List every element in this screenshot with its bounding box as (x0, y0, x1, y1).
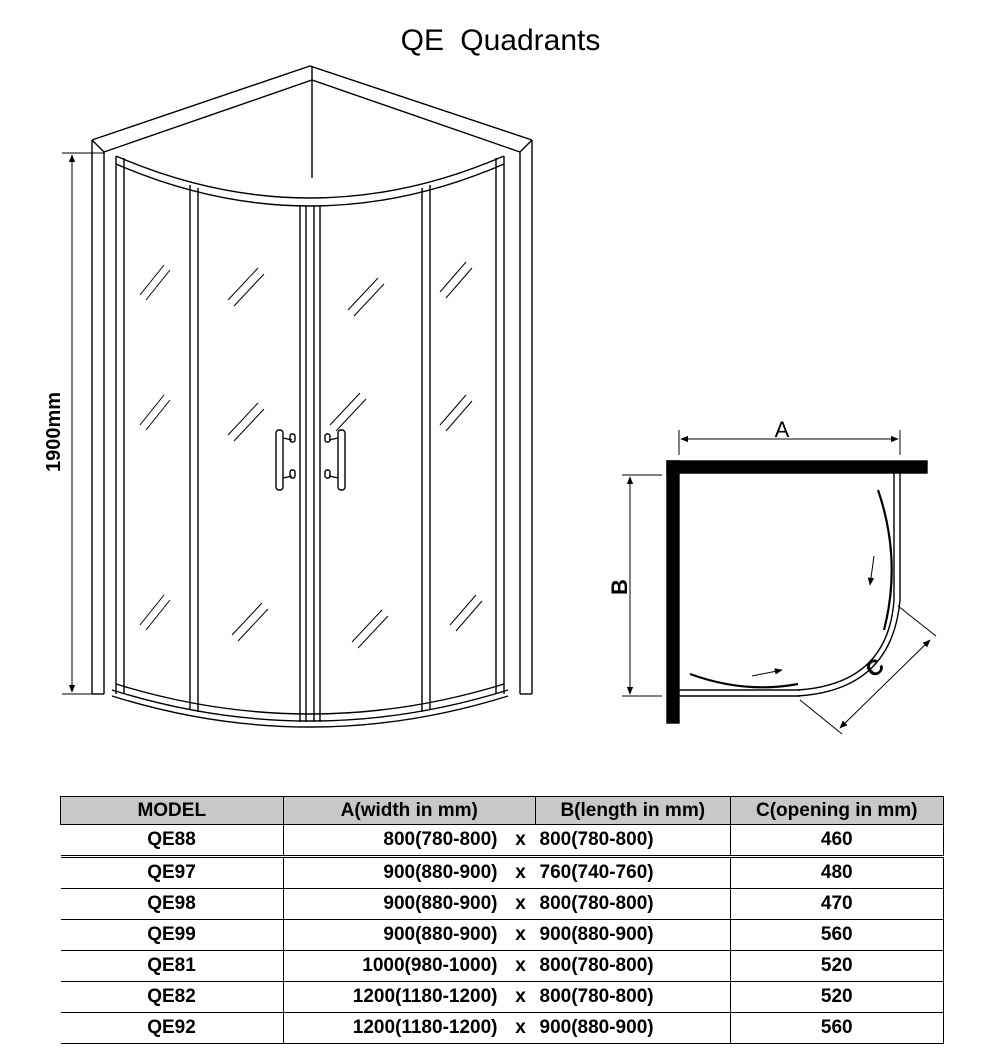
plan-curved-outer (798, 600, 900, 696)
model-spec-table (60, 796, 944, 1044)
width-cell: 900(880-900) (283, 920, 506, 951)
header-width: A(width in mm) (283, 797, 536, 825)
top-rail (116, 156, 504, 206)
length-cell: 900(880-900) (536, 920, 731, 951)
times-sign: x (506, 1013, 536, 1044)
width-cell: 1200(1180-1200) (283, 982, 506, 1013)
door-handle-right (325, 430, 345, 490)
header-model: MODEL (61, 797, 284, 825)
table-header-row (61, 797, 944, 825)
glass-reflections (140, 262, 482, 648)
page-title: QE Quadrants (400, 24, 601, 57)
plan-slide-arrows (752, 556, 874, 676)
plan-door-left (690, 674, 798, 687)
model-cell: QE82 (61, 982, 284, 1013)
times-sign: x (506, 857, 536, 889)
shower-plan-view (622, 430, 936, 734)
model-cell: QE92 (61, 1013, 284, 1044)
header-length: B(length in mm) (536, 797, 731, 825)
length-cell: 800(780-800) (536, 982, 731, 1013)
length-cell: 800(780-800) (536, 825, 731, 857)
shower-tray (112, 684, 508, 727)
times-sign: x (506, 889, 536, 920)
opening-cell: 560 (730, 1013, 944, 1044)
length-cell: 800(780-800) (536, 951, 731, 982)
height-label: 1900mm (43, 391, 65, 473)
model-cell: QE99 (61, 920, 284, 951)
opening-cell: 560 (730, 920, 944, 951)
width-cell: 800(780-800) (283, 825, 506, 857)
opening-cell: 470 (730, 889, 944, 920)
wall-outline (92, 66, 532, 694)
table-row (61, 1013, 944, 1044)
opening-cell: 480 (730, 857, 944, 889)
length-cell: 800(780-800) (536, 889, 731, 920)
plan-label-c: C (860, 653, 890, 683)
shower-enclosure-elevation (62, 66, 532, 727)
opening-cell: 460 (730, 825, 944, 857)
times-sign: x (506, 825, 536, 857)
table-row (61, 889, 944, 920)
table-row (61, 857, 944, 889)
plan-label-b: B (607, 579, 632, 595)
model-cell: QE97 (61, 857, 284, 889)
model-cell: QE98 (61, 889, 284, 920)
width-cell: 1200(1180-1200) (283, 1013, 506, 1044)
opening-cell: 520 (730, 982, 944, 1013)
plan-dimension-a (679, 430, 900, 455)
length-cell: 900(880-900) (536, 1013, 731, 1044)
table-row (61, 951, 944, 982)
plan-wall-left (667, 461, 679, 723)
length-cell: 760(740-760) (536, 857, 731, 889)
plan-wall-top (667, 461, 927, 473)
model-cell: QE88 (61, 825, 284, 857)
height-dimension-line (62, 153, 104, 694)
plan-label-a: A (774, 417, 790, 442)
door-handle-left (276, 430, 295, 490)
panel-frames (190, 185, 430, 722)
times-sign: x (506, 920, 536, 951)
side-profiles (116, 156, 504, 694)
times-sign: x (506, 982, 536, 1013)
width-cell: 900(880-900) (283, 857, 506, 889)
table-row (61, 982, 944, 1013)
table-row (61, 825, 944, 857)
opening-cell: 520 (730, 951, 944, 982)
width-cell: 1000(980-1000) (283, 951, 506, 982)
times-sign: x (506, 951, 536, 982)
plan-door-right (878, 490, 892, 630)
header-opening: C(opening in mm) (730, 797, 944, 825)
table-row (61, 920, 944, 951)
width-cell: 900(880-900) (283, 889, 506, 920)
model-cell: QE81 (61, 951, 284, 982)
